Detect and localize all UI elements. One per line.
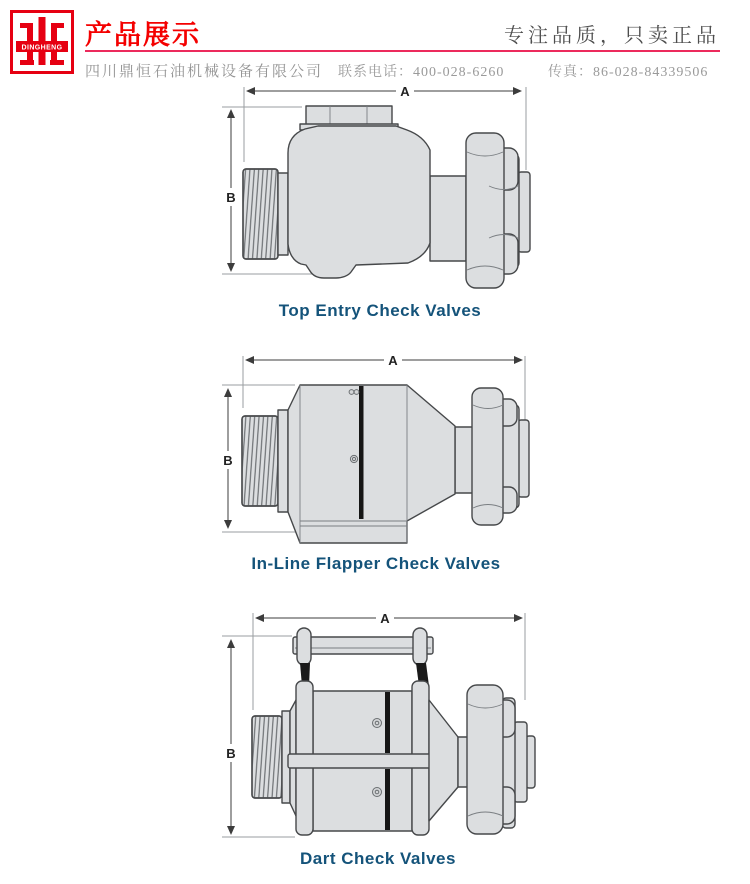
dingheng-logo	[10, 10, 74, 74]
hammer-union	[467, 685, 535, 834]
valve3-title: Dart Check Valves	[300, 849, 456, 868]
valve3-body-group	[252, 628, 535, 835]
logo-text: DINGHENG	[21, 44, 63, 52]
thread-lines	[242, 416, 278, 506]
valve2-title: In-Line Flapper Check Valves	[251, 554, 501, 573]
dart-seam-upper	[385, 692, 390, 753]
thread-lines	[252, 716, 282, 798]
outlet-cone	[429, 700, 458, 821]
outlet-neck	[455, 427, 473, 493]
valve2-body-group	[242, 385, 529, 543]
dim-label-b: B	[226, 746, 236, 761]
dim-label-b: B	[223, 453, 233, 468]
dim-label-a: A	[380, 611, 390, 626]
top-entry-check-valve-drawing	[222, 84, 530, 320]
inlet-step-ring	[278, 410, 288, 512]
dart-check-valve-drawing	[222, 610, 535, 868]
bonnet-cap	[306, 106, 392, 126]
top-clamp-assembly	[293, 628, 433, 686]
slogan-text: 专注品质，只卖正品	[504, 25, 720, 47]
fax-number: 传真：86-028-84339506	[548, 65, 709, 80]
page-title: 产品展示	[85, 20, 201, 50]
company-name: 四川鼎恒石油机械设备有限公司	[85, 64, 324, 80]
dart-seam-lower	[385, 769, 390, 830]
valve1-title: Top Entry Check Valves	[278, 301, 482, 320]
valve-main-body	[288, 385, 455, 543]
clamp-pin-right	[413, 628, 427, 665]
union-end-ring	[514, 722, 527, 802]
inline-flapper-check-valve-drawing	[219, 352, 529, 573]
contact-phone: 联系电话：400-028-6260	[338, 65, 505, 80]
dim-label-a: A	[388, 353, 398, 368]
hammer-union	[472, 388, 529, 525]
valve1-body-group	[243, 106, 530, 288]
outlet-neck	[430, 176, 466, 261]
clamp-bar	[293, 637, 433, 654]
valve-drawings	[0, 84, 750, 884]
clamp-pin-left	[297, 628, 311, 665]
hammer-union	[466, 133, 530, 288]
dim-label-b: B	[226, 190, 236, 205]
inlet-step-ring	[278, 173, 288, 255]
dim-label-a: A	[400, 84, 410, 99]
header-divider-line	[85, 50, 720, 52]
flapper-seam-line	[359, 386, 364, 519]
thread-lines	[243, 169, 278, 259]
union-end-cap	[518, 172, 530, 252]
valve-main-body	[288, 126, 430, 278]
